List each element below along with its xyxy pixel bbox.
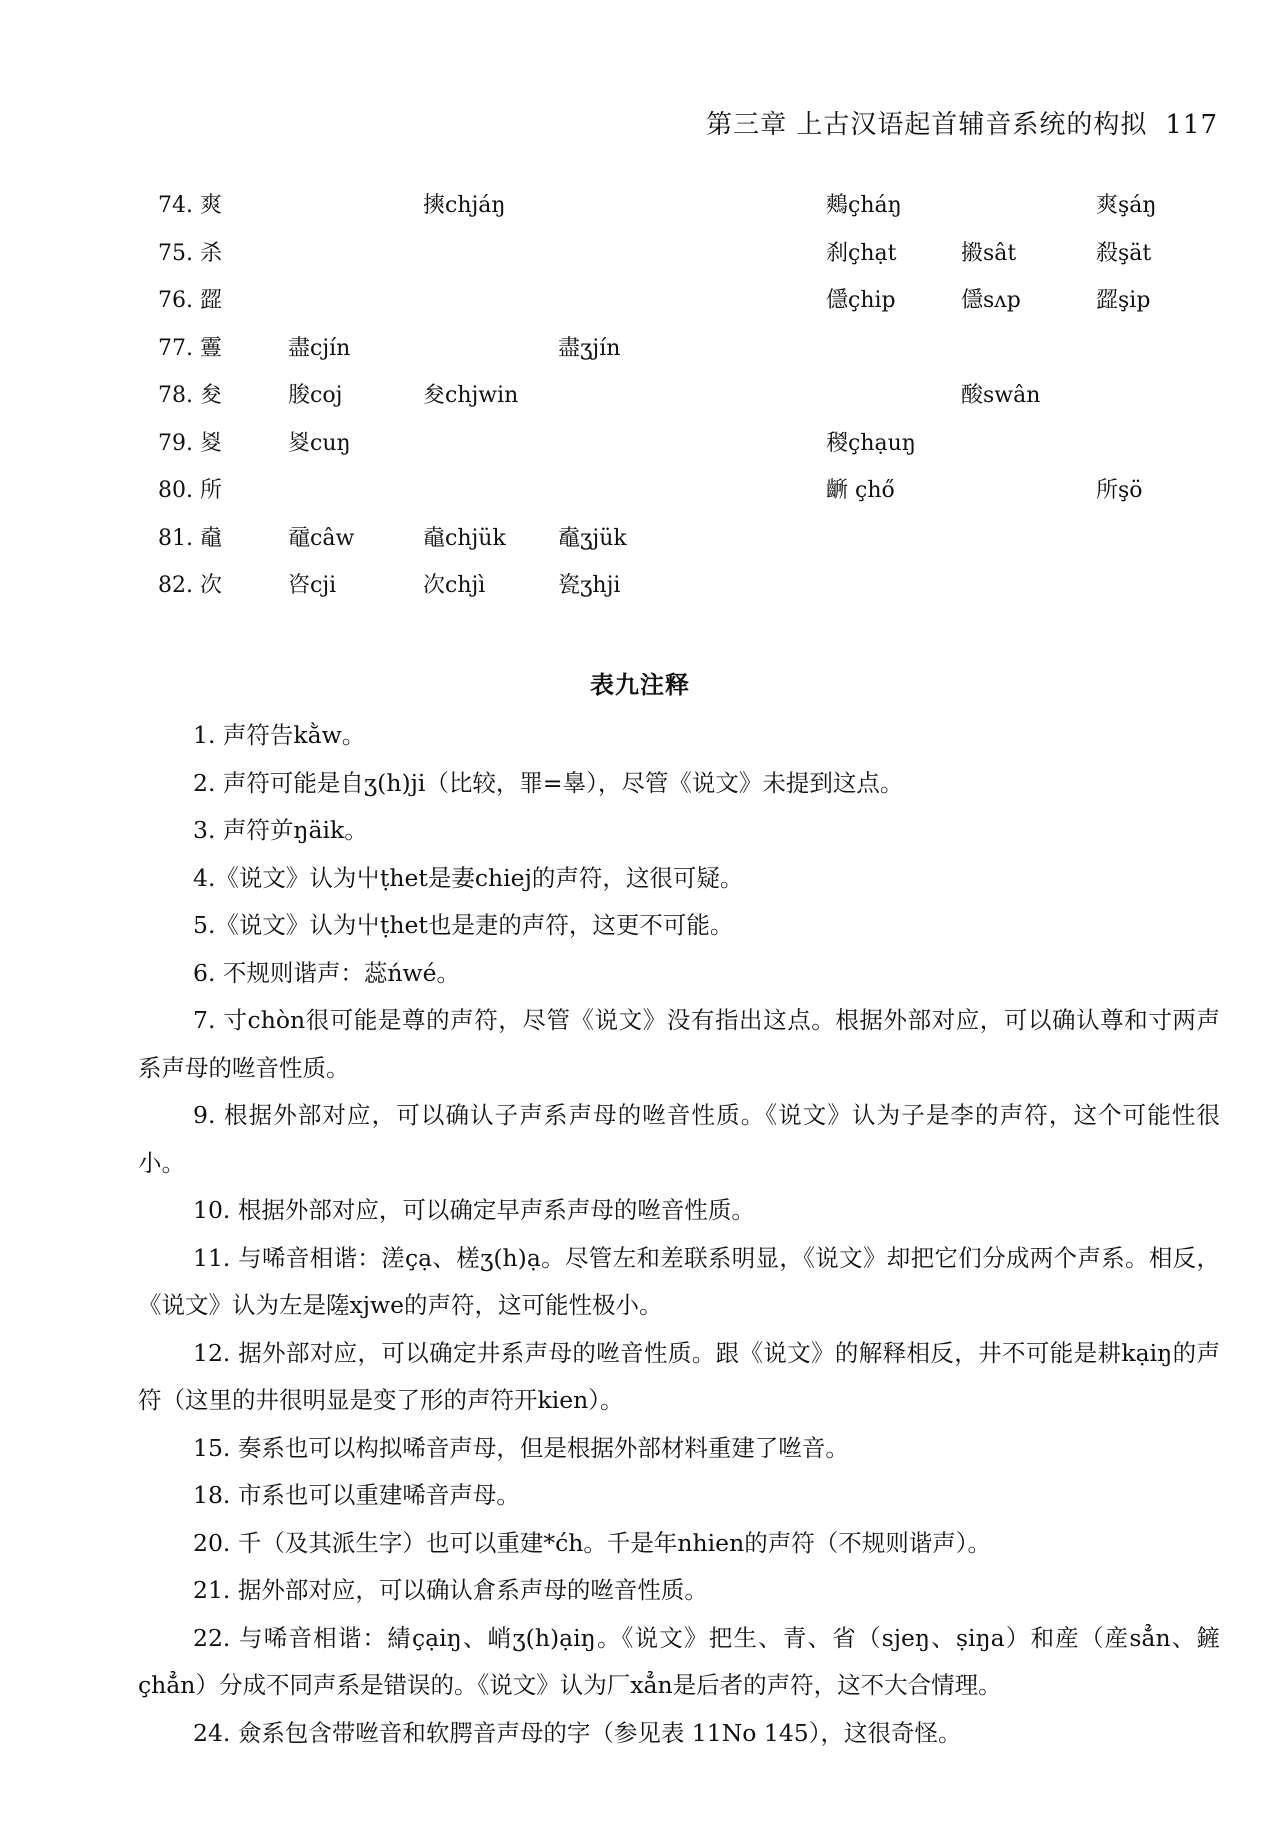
row-number: 82. 次 (158, 573, 222, 598)
note-paragraph: 1. 声符告kằw。 (193, 721, 366, 749)
note-paragraph: 7. 寸chòn很可能是尊的声符，尽管《说文》没有指出这点。根据外部对应，可以确认尊和寸两声系声母的咝音性质。 (138, 1006, 1220, 1082)
note-paragraph: 24. 僉系包含带咝音和软腭音声母的字（参见表 11No 145），这很奇怪。 (193, 1718, 962, 1747)
table-row (158, 188, 1198, 236)
table-cell: 㒚sʌp (961, 288, 1021, 313)
table-cell: 瓷ʒhji (558, 573, 621, 598)
notes-list (138, 712, 1220, 1757)
table-cell: 夋chjwin (423, 383, 519, 408)
table-cell: 黿câw (288, 525, 355, 551)
note-paragraph: 22. 与唏音相谐：綪çạiŋ、峭ʒ(h)ạiŋ。《说文》把生、青、省（sjeŋ、ṣiŋa）和産（産sẳn、鏟çhẳn）分成不同声系是错误的。《说文》认为厂xẳn是后者的声符，这不大合情理。 (138, 1623, 1220, 1699)
row-number: 79. 㚇 (158, 430, 222, 456)
table-cell: 刹çhạt (826, 240, 897, 266)
note-paragraph: 10. 根据外部对应，可以确定早声系声母的咝音性质。 (193, 1196, 755, 1224)
row-number: 75. 杀 (158, 240, 222, 266)
table-cell: 稯çhạuŋ (826, 430, 916, 456)
row-number: 80. 所 (158, 478, 222, 503)
table-cell: 所şö (1096, 478, 1143, 503)
table-cell: 爽şáŋ (1096, 193, 1157, 218)
table-row (158, 473, 1198, 521)
page-number: 117 (1165, 110, 1218, 140)
table-cell: 盡cjín (288, 335, 351, 361)
table-cell: 歰şip (1096, 288, 1151, 313)
table-row (158, 236, 1198, 284)
table-row (158, 568, 1198, 616)
table-cell: 殺şät (1096, 240, 1152, 266)
note-paragraph: 21. 据外部对应，可以确认倉系声母的咝音性质。 (193, 1576, 708, 1604)
note-paragraph: 5.《说文》认为屮ṭhet也是疌的声符，这更不可能。 (193, 911, 734, 939)
note-paragraph: 15. 奏系也可以构拟唏音声母，但是根据外部材料重建了咝音。 (193, 1433, 849, 1462)
table-cell: 酸swân (961, 383, 1041, 408)
notes-title: 表九注释 (590, 670, 690, 699)
table-row (158, 331, 1198, 379)
note-paragraph: 4.《说文》认为屮ṭhet是妻chiej的声符，这很可疑。 (193, 863, 744, 892)
table-cell: 鷞çháŋ (826, 193, 902, 218)
row-number: 78. 夋 (158, 383, 222, 408)
table-row (158, 378, 1198, 426)
row-number: 74. 爽 (158, 193, 222, 218)
table-row (158, 426, 1198, 474)
table-cell: 㒚çhip (826, 288, 896, 313)
table-row (158, 521, 1198, 569)
note-paragraph: 9. 根据外部对应，可以确认子声系声母的咝音性质。《说文》认为子是李的声符，这个可能性很小。 (138, 1101, 1220, 1177)
running-head (706, 104, 1218, 141)
note-paragraph: 11. 与唏音相谐：溠çạ、槎ʒ(h)ạ。尽管左和差联系明显，《说文》却把它们分成两个声系。相反，《说文》认为左是隓xjwe的声符，这可能性极小。 (138, 1243, 1220, 1319)
character-table (158, 188, 1198, 616)
table-cell: 摤chjáŋ (423, 193, 506, 218)
note-paragraph: 18. 市系也可以重建唏音声母。 (193, 1481, 520, 1509)
table-cell: 齭 çhő (826, 478, 895, 503)
table-cell: 次chjì (423, 573, 486, 598)
table-cell: 鼁ʒjük (558, 525, 627, 551)
table-cell: 摋sât (961, 240, 1017, 266)
note-paragraph: 2. 声符可能是自ʒ(h)ji（比较，罪=辠），尽管《说文》未提到这点。 (193, 768, 904, 797)
table-cell: 朘coj (288, 383, 343, 408)
row-number: 77. 霻 (158, 335, 222, 361)
note-paragraph: 12. 据外部对应，可以确定井系声母的咝音性质。跟《说文》的解释相反，井不可能是耕kạiŋ的声符（这里的井很明显是变了形的声符开kien）。 (138, 1338, 1220, 1414)
table-cell: 鼀chjük (423, 525, 506, 551)
note-paragraph: 20. 千（及其派生字）也可以重建*ćh。千是年nhien的声符（不规则谐声）。 (193, 1528, 991, 1557)
chapter-title: 第三章 上古汉语起首辅音系统的构拟 (706, 110, 1148, 140)
table-cell: 咨cji (288, 573, 337, 598)
table-row (158, 283, 1198, 331)
table-cell: 㚇cuŋ (288, 430, 351, 456)
note-paragraph: 3. 声符屰ŋäik。 (193, 816, 368, 844)
row-number: 76. 歰 (158, 288, 222, 313)
table-cell: 盡ʒjín (558, 335, 621, 361)
row-number: 81. 鼀 (158, 525, 222, 551)
note-paragraph: 6. 不规则谐声：蕊ńwé。 (193, 958, 461, 987)
